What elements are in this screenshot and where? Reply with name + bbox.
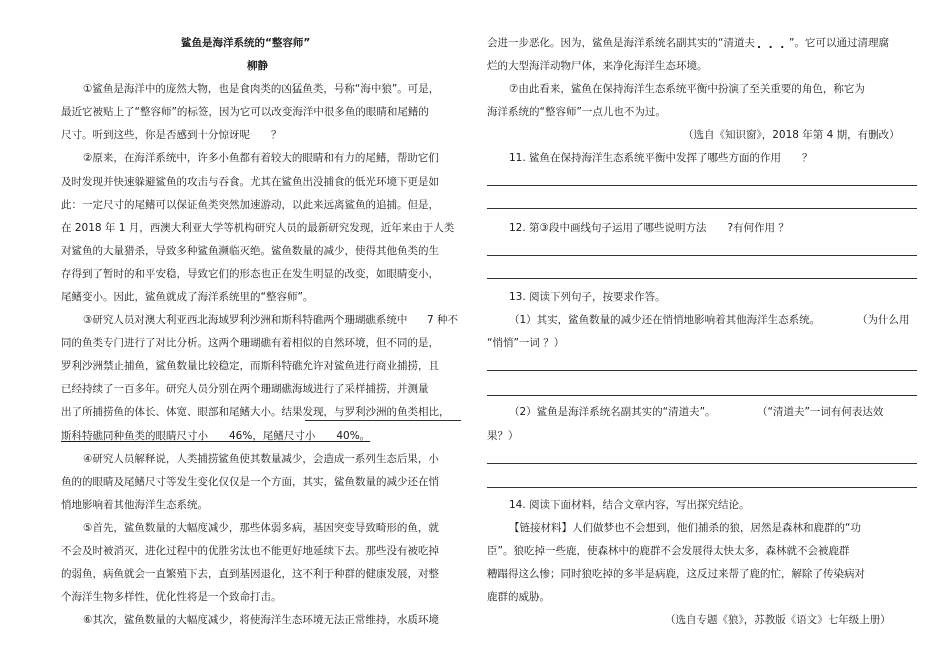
question-13-2-note: （“清道夫”一词有何表达效 — [757, 406, 884, 418]
article-line-tail: ”。它可以通过清理腐 — [789, 37, 889, 49]
answer-line[interactable] — [487, 278, 917, 279]
article-line: 尺寸。听到这些，你是否感到十分惊讶呢 ？ — [61, 129, 282, 141]
article-line-tail: 7 种不 — [427, 314, 459, 326]
answer-line[interactable] — [487, 185, 917, 186]
article-line: 尾鳍变小。因此，鲨鱼就成了海洋系统里的“整容师”。 — [61, 291, 314, 303]
article-title: 鲨鱼是海洋系统的“整容师” — [181, 37, 311, 49]
answer-line[interactable] — [487, 487, 917, 488]
material-line: 【链接材料】人们做梦也不会想到，他们捕杀的狼，居然是森林和鹿群的“功 — [509, 522, 861, 534]
question-14: 14. 阅读下面材料，结合文章内容，写出探究结论。 — [509, 499, 750, 511]
question-12: 12. 第③段中画线句子运用了哪些说明方法 ?有何作用 ？ — [509, 222, 789, 234]
article-line: 罗利沙洲禁止捕鱼，鲨鱼数量比较稳定，而斯科特礁允许对鲨鱼进行商业捕捞，且 — [61, 360, 439, 372]
article-line: 鱼的的眼睛及尾鳍尺寸等发生变化仅仅是一个方面，其实，鲨鱼数量的减少还在悄 — [61, 476, 439, 488]
question-13-1-note: （为什么用 — [857, 314, 910, 326]
material-line: 糟蹋得这么惨；同时狼吃掉的多半是病鹿，这反过来帮了鹿的忙，解除了传染病对 — [487, 568, 865, 580]
article-line: 存得到了暂时的和平安稳，导致它们的形态也正在发生明显的改变，如眼睛变小， — [61, 268, 439, 280]
material-source: （选自专题《狼》，苏教版《语文》七年级上册） — [665, 614, 891, 626]
article-line: 已经持续了一百多年。研究人员分别在两个珊瑚礁海域进行了采样捕捞，并测量 — [61, 383, 429, 395]
article-line: ④研究人员解释说，人类捕捞鲨鱼使其数量减少，会造成一系列生态后果，小 — [83, 453, 439, 465]
article-line: 不会及时被消灭，进化过程中的优胜劣汰也不能更好地延续下去。那些没有被吃掉 — [61, 545, 439, 557]
article-line: ①鲨鱼是海洋中的庞然大物，也是食肉类的凶猛鱼类，号称“海中狼”。可是， — [83, 83, 440, 95]
answer-line[interactable] — [487, 208, 917, 209]
material-line: 臣”。狼吃掉一些鹿，使森林中的鹿群不会发展得太快太多，森林就不会被鹿群 — [487, 545, 850, 557]
article-line: 及时发现并快速躲避鲨鱼的攻击与吞食。尤其在鲨鱼出没捕食的低光环境下更是如 — [61, 176, 439, 188]
article-line: 悄地影响着其他海洋生态系统。 — [61, 499, 208, 511]
question-11: 11. 鲨鱼在保持海洋生态系统平衡中发挥了哪些方面的作用 ？ — [509, 152, 813, 164]
article-source: （选自《知识窗》，2018 年第 4 期，有删改） — [683, 129, 900, 141]
article-line: ③研究人员对澳大利亚西北海域罗利沙洲和斯科特礁两个珊瑚礁系统中 — [83, 314, 408, 326]
article-author: 柳静 — [247, 60, 268, 72]
article-line: 最近它被贴上了“整容师”的标签，因为它可以改变海洋中很多鱼的眼睛和尾鳍的 — [61, 106, 429, 118]
answer-line[interactable] — [487, 463, 917, 464]
answer-line[interactable] — [487, 395, 917, 396]
article-line: 此：一定尺寸的尾鳍可以保证鱼类突然加速游动，以此来远离鲨鱼的追捕。但是， — [61, 199, 439, 211]
article-line: ⑤首先，鲨鱼数量的大幅度减少，那些体弱多病，基因突变导致畸形的鱼，就 — [83, 522, 439, 534]
article-line: ⑥其次，鲨鱼数量的大幅度减少，将使海洋生态环境无法正常维持，水质环境 — [83, 614, 439, 626]
article-line: ⑦由此看来，鲨鱼在保持海洋生态系统平衡中扮演了至关重要的角色，称它为 — [509, 83, 865, 95]
question-13-1: （1）其实，鲨鱼数量的减少还在悄悄地影响着其他海洋生态系统。 — [509, 314, 821, 326]
material-line: 鹿群的威胁。 — [487, 591, 550, 603]
article-line: 个海洋生物多样性，优化性将是一个致命打击。 — [61, 591, 282, 603]
answer-line[interactable] — [487, 255, 917, 256]
underline-rule — [305, 420, 461, 421]
question-13-2-cont: 果？） — [487, 430, 519, 442]
question-13-2: （2）鲨鱼是海洋系统名副其实的“清道夫”。 — [509, 406, 716, 418]
article-line: 同的鱼类专门进行了对比分析。这两个珊瑚礁有着相似的自然环境，但不同的是， — [61, 337, 439, 349]
article-line: 烂的大型海洋动物尸体，来净化海洋生态环境。 — [487, 60, 708, 72]
article-line: 的弱鱼，病鱼就会一直繁殖下去，直到基因退化，这不利于种群的健康发展，对整 — [61, 568, 439, 580]
underlined-sentence: 斯科特礁同种鱼类的眼睛尺寸小 46%，尾鳍尺寸小 40%。 — [61, 430, 371, 442]
article-line: 海洋系统的“整容师”一点儿也不为过。 — [487, 106, 666, 118]
article-line: ②原来，在海洋系统中，许多小鱼都有着较大的眼睛和有力的尾鳍，帮助它们 — [83, 152, 439, 164]
article-line: 在 2018 年 1 月，西澳大利亚大学等机构研究人员的最新研究发现，近年来由于人类 — [61, 222, 455, 234]
answer-line[interactable] — [487, 370, 917, 371]
underlined-sentence: 出了所捕捞鱼的体长、体宽、眼部和尾鳍大小。结果发现，与罗利沙洲的鱼类相比， — [61, 406, 450, 418]
emphasis-dots: . . . — [757, 39, 787, 51]
question-13-1-cont: “悄悄”一词 ？） — [487, 337, 565, 349]
article-line: 会进一步恶化。因为，鲨鱼是海洋系统名副其实的“清道夫 — [487, 37, 755, 49]
article-line: 对鲨鱼的大量猎杀，导致多种鲨鱼濒临灭绝。鲨鱼数量的减少，使得其他鱼类的生 — [61, 245, 439, 257]
question-13: 13. 阅读下列句子，按要求作答。 — [509, 291, 666, 303]
